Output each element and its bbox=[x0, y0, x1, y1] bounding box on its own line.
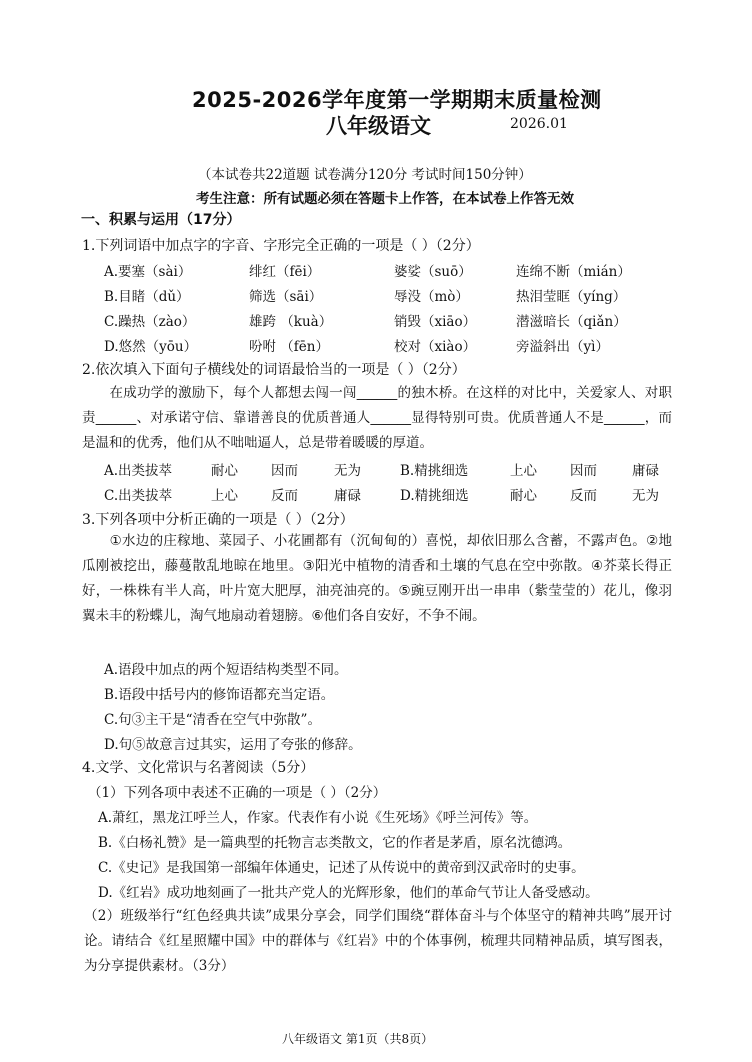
exam-info: （本试卷共22道题 试卷满分120分 考试时间150分钟） bbox=[198, 167, 532, 183]
q2-option-cell: 因而 bbox=[271, 463, 298, 479]
q2-option-cell: 上心 bbox=[211, 488, 238, 504]
q2-option-cell: A.出类拔萃 bbox=[104, 463, 173, 479]
q1-option-cell: 热泪莹眶（yíng） bbox=[516, 289, 627, 305]
q1-option-cell: 校对（xiào） bbox=[394, 339, 477, 355]
q2-option-cell: 因而 bbox=[570, 463, 597, 479]
q1-option-cell: 销毁（xiāo） bbox=[394, 314, 477, 330]
question-3-stem: 3.下列各项中分析正确的一项是（ ）（2分） bbox=[82, 512, 354, 528]
q1-option-cell: 筛选（sāi） bbox=[249, 289, 323, 305]
exam-subtitle: 八年级语文 bbox=[326, 114, 431, 138]
q1-option-cell: B.目睹（dǔ） bbox=[104, 289, 190, 305]
question-4-sub2: （2）班级举行“红色经典共读”成果分享会，同学们围绕“群体奋斗与个体坚守的精神共鸣”展开讨论。请结合《红星照耀中国》中的群体与《红岩》中的个体事例，梳理共同精神品质，填写图表，为分享提供素材。（3分） bbox=[84, 908, 672, 974]
q2-option-cell: C.出类拔萃 bbox=[104, 488, 173, 504]
q1-option-cell: 辱没（mò） bbox=[394, 289, 469, 305]
q4-option-c: C.《史记》是我国第一部编年体通史，记述了从传说中的黄帝到汉武帝时的史事。 bbox=[98, 860, 585, 876]
q1-option-cell: A.要塞（sài） bbox=[104, 264, 192, 280]
q3-option-d: D.句⑤故意言过其实，运用了夸张的修辞。 bbox=[104, 737, 362, 753]
exam-title: 2025-2026学年度第一学期期末质量检测 bbox=[192, 88, 602, 112]
question-4-stem: 4.文学、文化常识与名著阅读（5分） bbox=[82, 760, 315, 776]
section-heading: 一、积累与运用（17分） bbox=[81, 212, 241, 228]
q1-option-cell: 绯红（fēi） bbox=[249, 264, 321, 280]
q1-option-cell: C.躁热（zào） bbox=[104, 314, 196, 330]
q2-option-cell: 反而 bbox=[271, 488, 298, 504]
q1-option-cell: 连绵不断（mián） bbox=[516, 264, 631, 280]
q3-option-c: C.句③主干是“清香在空气中弥散”。 bbox=[104, 712, 321, 728]
q2-option-cell: B.精挑细选 bbox=[400, 463, 469, 479]
exam-date: 2026.01 bbox=[510, 116, 568, 132]
q2-option-cell: D.精挑细选 bbox=[400, 488, 469, 504]
q2-option-cell: 上心 bbox=[510, 463, 537, 479]
q1-option-cell: 吩咐 （fēn） bbox=[249, 339, 329, 355]
q4-option-d: D.《红岩》成功地刻画了一批共产党人的光辉形象，他们的革命气节让人备受感动。 bbox=[98, 885, 599, 901]
q1-option-cell: 雄跨 （kuà） bbox=[249, 314, 333, 330]
q4-option-a: A.萧红，黑龙江呼兰人，作家。代表作有小说《生死场》《呼兰河传》等。 bbox=[98, 810, 538, 826]
q1-option-cell: D.悠然（yōu） bbox=[104, 339, 198, 355]
q1-option-cell: 婆娑（suō） bbox=[394, 264, 472, 280]
q2-option-cell: 耐心 bbox=[510, 488, 537, 504]
question-2-passage: 在成功学的激励下，每个人都想去闯一闯______的独木桥。在这样的对比中，关爱家人、对职责______、对承诺守信、靠谱善良的优质普通人______显得特别可贵。优质普通人不是______，而是温和的优秀，他们从不咄咄逼人，总是带着暖暖的厚道。 bbox=[82, 385, 672, 451]
q1-option-cell: 旁溢斜出（yì） bbox=[516, 339, 609, 355]
q2-option-cell: 无为 bbox=[334, 463, 361, 479]
exam-notice: 考生注意：所有试题必须在答题卡上作答，在本试卷上作答无效 bbox=[196, 191, 574, 207]
question-1-stem: 1.下列词语中加点字的字音、字形完全正确的一项是（ ）（2分） bbox=[82, 238, 480, 254]
question-2-stem: 2.依次填入下面句子横线处的词语最恰当的一项是（ ）（2分） bbox=[82, 362, 466, 378]
q2-option-cell: 反而 bbox=[570, 488, 597, 504]
question-3-passage: ①水边的庄稼地、菜园子、小花圃都有（沉甸甸的）喜悦，却依旧那么含蓄，不露声色。②地瓜刚被挖出，藤蔓散乱地晾在地里。③阳光中植物的清香和土壤的气息在空中弥散。④芥菜长得正好，一株株有半人高，叶片宽大肥厚，油亮油亮的。⑤豌豆刚开出一串串（紫莹莹的）花儿，像羽翼未丰的粉蝶儿，淘气地扇动着翅膀。⑥他们各自安好，不争不闹。 bbox=[82, 533, 672, 624]
q2-option-cell: 无为 bbox=[632, 488, 659, 504]
page-footer: 八年级语文 第1页（共8页） bbox=[282, 1032, 434, 1046]
q4-option-b: B.《白杨礼赞》是一篇典型的托物言志类散文，它的作者是茅盾，原名沈德鸿。 bbox=[98, 835, 572, 851]
q3-option-a: A.语段中加点的两个短语结构类型不同。 bbox=[104, 662, 348, 678]
q2-option-cell: 庸碌 bbox=[334, 488, 361, 504]
q1-option-cell: 潜滋暗长（qiǎn） bbox=[516, 314, 627, 330]
q2-option-cell: 耐心 bbox=[211, 463, 238, 479]
question-4-sub1: （1）下列各项中表述不正确的一项是（ ）（2分） bbox=[88, 785, 387, 801]
q2-option-cell: 庸碌 bbox=[632, 463, 659, 479]
q3-option-b: B.语段中括号内的修饰语都充当定语。 bbox=[104, 687, 335, 703]
